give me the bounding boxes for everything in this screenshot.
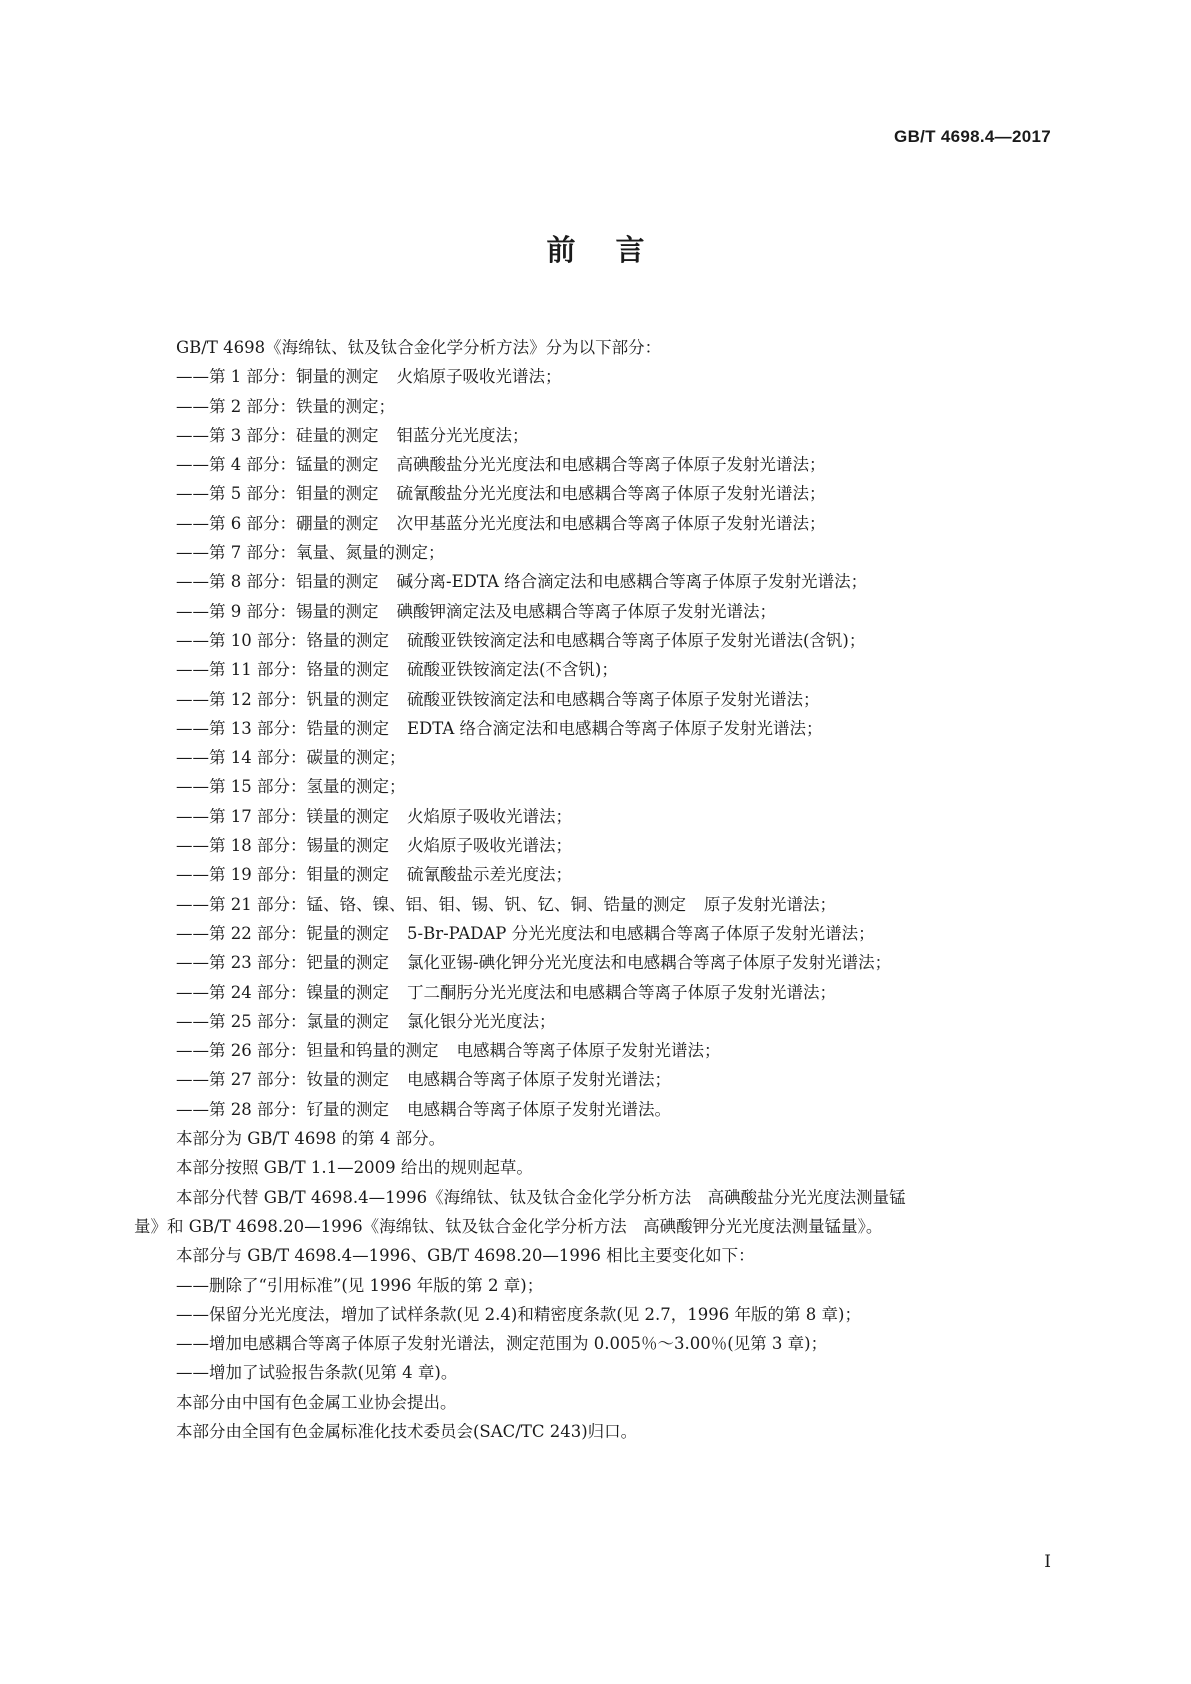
part-method: 硫氰酸盐示差光度法； [407,865,572,885]
proposed-by-statement: 本部分由中国有色金属工业协会提出。 [176,1392,457,1412]
part-list-item [134,509,1064,538]
replaces-statement-line1: 本部分代替 GB/T 4698.4—1996《海绵钛、钛及钛合金化学分析方法 高碘酸盐分光光度法测量锰 [176,1187,906,1207]
part-method: 氯化银分光光度法； [407,1011,556,1031]
change-item: ——增加了试验报告条款(见第 4 章)。 [176,1363,458,1383]
part-list-item [134,1007,1064,1036]
part-list-item [134,831,1064,860]
part-method: 碘酸钾滴定法及电感耦合等离子体原子发射光谱法； [396,601,776,621]
part-method: 火焰原子吸收光谱法； [396,367,562,387]
part-method: 火焰原子吸收光谱法； [407,836,572,856]
part-method: 电感耦合等离子体原子发射光谱法； [407,1070,671,1090]
part-list-item [134,1065,1064,1094]
part-list-item [134,802,1064,831]
part-method: 原子发射光谱法； [704,894,836,914]
change-item: ——删除了“引用标准”(见 1996 年版的第 2 章)； [176,1275,544,1295]
part-title: ——第 21 部分：锰、铬、镍、铝、钼、锡、钒、钇、铜、锆量的测定 [176,894,686,914]
drafting-statement: 本部分按照 GB/T 1.1—2009 给出的规则起草。 [176,1158,533,1178]
replaces-statement-line2: 量》和 GB/T 4698.20—1996《海绵钛、钛及钛合金化学分析方法 高碘酸钾分光光度法测量锰量》。 [134,1216,883,1236]
part-title: ——第 5 部分：钼量的测定 [176,484,379,504]
change-item: ——保留分光光度法，增加了试样条款(见 2.4)和精密度条款(见 2.7，1996 年版的第 8 章)； [176,1304,861,1324]
part-title: ——第 12 部分：钒量的测定 [176,689,389,709]
part-title: ——第 15 部分：氢量的测定； [176,777,406,797]
change-item: ——增加电感耦合等离子体原子发射光谱法，测定范围为 0.005％～3.00％(见第 3 章)； [176,1334,828,1354]
part-method: 电感耦合等离子体原子发射光谱法。 [407,1099,671,1119]
part-title: ——第 8 部分：铝量的测定 [176,572,379,592]
part-of-statement: 本部分为 GB/T 4698 的第 4 部分。 [176,1129,446,1149]
part-list-item [134,1036,1064,1065]
part-list-item [134,772,1064,801]
part-method: 电感耦合等离子体原子发射光谱法； [456,1041,721,1061]
part-title: ——第 17 部分：镁量的测定 [176,806,389,826]
part-list-item [134,538,1064,567]
part-title: ——第 28 部分：钌量的测定 [176,1099,389,1119]
part-list-item [134,450,1064,479]
administered-by-statement: 本部分由全国有色金属标准化技术委员会(SAC/TC 243)归口。 [176,1421,638,1441]
part-title: ——第 26 部分：钽量和钨量的测定 [176,1041,439,1061]
part-list-item [134,978,1064,1007]
part-title: ——第 25 部分：氯量的测定 [176,1011,389,1031]
part-title: ——第 14 部分：碳量的测定； [176,748,406,768]
part-list-item [134,1095,1064,1124]
part-list-item [134,567,1064,596]
part-method: 氯化亚锡-碘化钾分光光度法和电感耦合等离子体原子发射光谱法； [407,953,892,973]
part-method: 硫酸亚铁铵滴定法和电感耦合等离子体原子发射光谱法； [407,689,820,709]
part-list-item [134,919,1064,948]
part-title: ——第 6 部分：硼量的测定 [176,513,379,533]
part-method: 硫氰酸盐分光光度法和电感耦合等离子体原子发射光谱法； [396,484,826,504]
part-method: EDTA 络合滴定法和电感耦合等离子体原子发射光谱法； [407,718,823,738]
part-list-item [134,948,1064,977]
part-list-item [134,421,1064,450]
part-method: 高碘酸盐分光光度法和电感耦合等离子体原子发射光谱法； [396,455,826,475]
foreword-body [134,333,1064,1446]
part-list-item [134,890,1064,919]
part-list-item [134,685,1064,714]
part-title: ——第 24 部分：镍量的测定 [176,982,389,1002]
part-title: ——第 3 部分：硅量的测定 [176,425,379,445]
part-title: ——第 19 部分：钼量的测定 [176,865,389,885]
part-list-item [134,362,1064,391]
part-method: 硫酸亚铁铵滴定法和电感耦合等离子体原子发射光谱法(含钒)； [407,630,866,650]
part-method: 次甲基蓝分光光度法和电感耦合等离子体原子发射光谱法； [396,513,826,533]
part-method: 5-Br-PADAP 分光光度法和电感耦合等离子体原子发射光谱法； [407,923,875,943]
part-method: 丁二酮肟分光光度法和电感耦合等离子体原子发射光谱法； [407,982,836,1002]
part-list-item [134,392,1064,421]
part-list-item [134,860,1064,889]
part-list-item [134,714,1064,743]
part-method: 钼蓝分光光度法； [396,425,529,445]
part-list-item [134,479,1064,508]
part-title: ——第 9 部分：锡量的测定 [176,601,379,621]
part-title: ——第 10 部分：铬量的测定 [176,630,389,650]
part-title: ——第 23 部分：钯量的测定 [176,953,389,973]
part-list-item [134,743,1064,772]
part-title: ——第 11 部分：铬量的测定 [176,660,389,680]
part-list-item [134,626,1064,655]
part-list-item [134,655,1064,684]
part-title: ——第 13 部分：锆量的测定 [176,718,389,738]
part-method: 硫酸亚铁铵滴定法(不含钒)； [407,660,618,680]
part-title: ——第 2 部分：铁量的测定； [176,396,395,416]
standard-code: GB/T 4698.4—2017 [894,127,1051,146]
page-title: 前言 [546,233,685,267]
part-title: ——第 18 部分：锡量的测定 [176,836,389,856]
part-method: 碱分离-EDTA 络合滴定法和电感耦合等离子体原子发射光谱法； [396,572,868,592]
part-title: ——第 4 部分：锰量的测定 [176,455,379,475]
intro-line: GB/T 4698《海绵钛、钛及钛合金化学分析方法》分为以下部分： [176,338,662,357]
part-title: ——第 22 部分：铌量的测定 [176,923,389,943]
page-number: I [1044,1552,1051,1572]
parts-list [134,362,1064,1124]
part-title: ——第 1 部分：铜量的测定 [176,367,379,387]
changes-intro: 本部分与 GB/T 4698.4—1996、GB/T 4698.20—1996 相比主要变化如下： [176,1246,755,1266]
part-title: ——第 27 部分：钕量的测定 [176,1070,389,1090]
part-list-item [134,597,1064,626]
part-title: ——第 7 部分：氧量、氮量的测定； [176,543,445,563]
part-method: 火焰原子吸收光谱法； [407,806,572,826]
